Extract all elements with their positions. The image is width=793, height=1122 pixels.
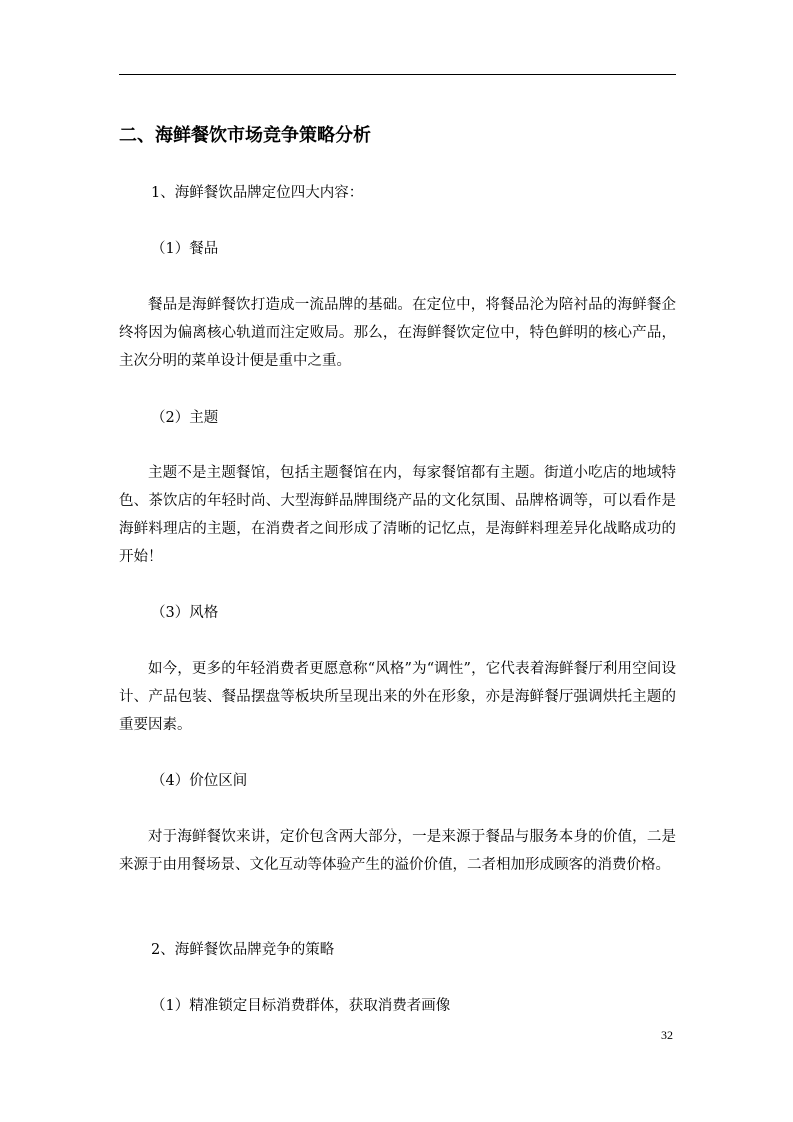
subitem-2-title: （2）主题 xyxy=(151,410,219,426)
item-2-title: 2、海鲜餐饮品牌竞争的策略 xyxy=(151,942,335,958)
subitem-4-paragraph: 对于海鲜餐饮来讲，定价包含两大部分，一是来源于餐品与服务本身的价值，二是来源于由用餐场景、文化互动等体验产生的溢价价值，二者相加形成顾客的消费价格。 xyxy=(119,829,676,873)
subitem-1-paragraph: 餐品是海鲜餐饮打造成一流品牌的基础。在定位中，将餐品沦为陪衬品的海鲜餐企终将因为偏离核心轨道而注定败局。那么，在海鲜餐饮定位中，特色鲜明的核心产品，主次分明的菜单设计便是重中之重。 xyxy=(119,297,676,369)
subitem-1-title: （1）餐品 xyxy=(151,241,219,257)
subitem-2-paragraph: 主题不是主题餐馆，包括主题餐馆在内，每家餐馆都有主题。街道小吃店的地域特色、茶饮店的年轻时尚、大型海鲜品牌围绕产品的文化氛围、品牌格调等，可以看作是海鲜料理店的主题，在消费者之间形成了清晰的记忆点，是海鲜料理差异化战略成功的开始！ xyxy=(119,465,676,565)
subitem-3-title: （3）风格 xyxy=(151,605,219,621)
header-rule xyxy=(119,74,676,75)
subitem-4-title: （4）价位区间 xyxy=(151,773,248,789)
page-number: 32 xyxy=(661,1028,673,1042)
subitem-3-paragraph: 如今，更多的年轻消费者更愿意称“风格”为“调性”，它代表着海鲜餐厅利用空间设计、产品包装、餐品摆盘等板块所呈现出来的外在形象，亦是海鲜餐厅强调烘托主题的重要因素。 xyxy=(119,661,676,733)
item-1-title: 1、海鲜餐饮品牌定位四大内容： xyxy=(151,185,364,201)
section-heading: 二、海鲜餐饮市场竞争策略分析 xyxy=(119,125,371,146)
item-2-subitem-1-title: （1）精准锁定目标消费群体，获取消费者画像 xyxy=(151,998,451,1014)
